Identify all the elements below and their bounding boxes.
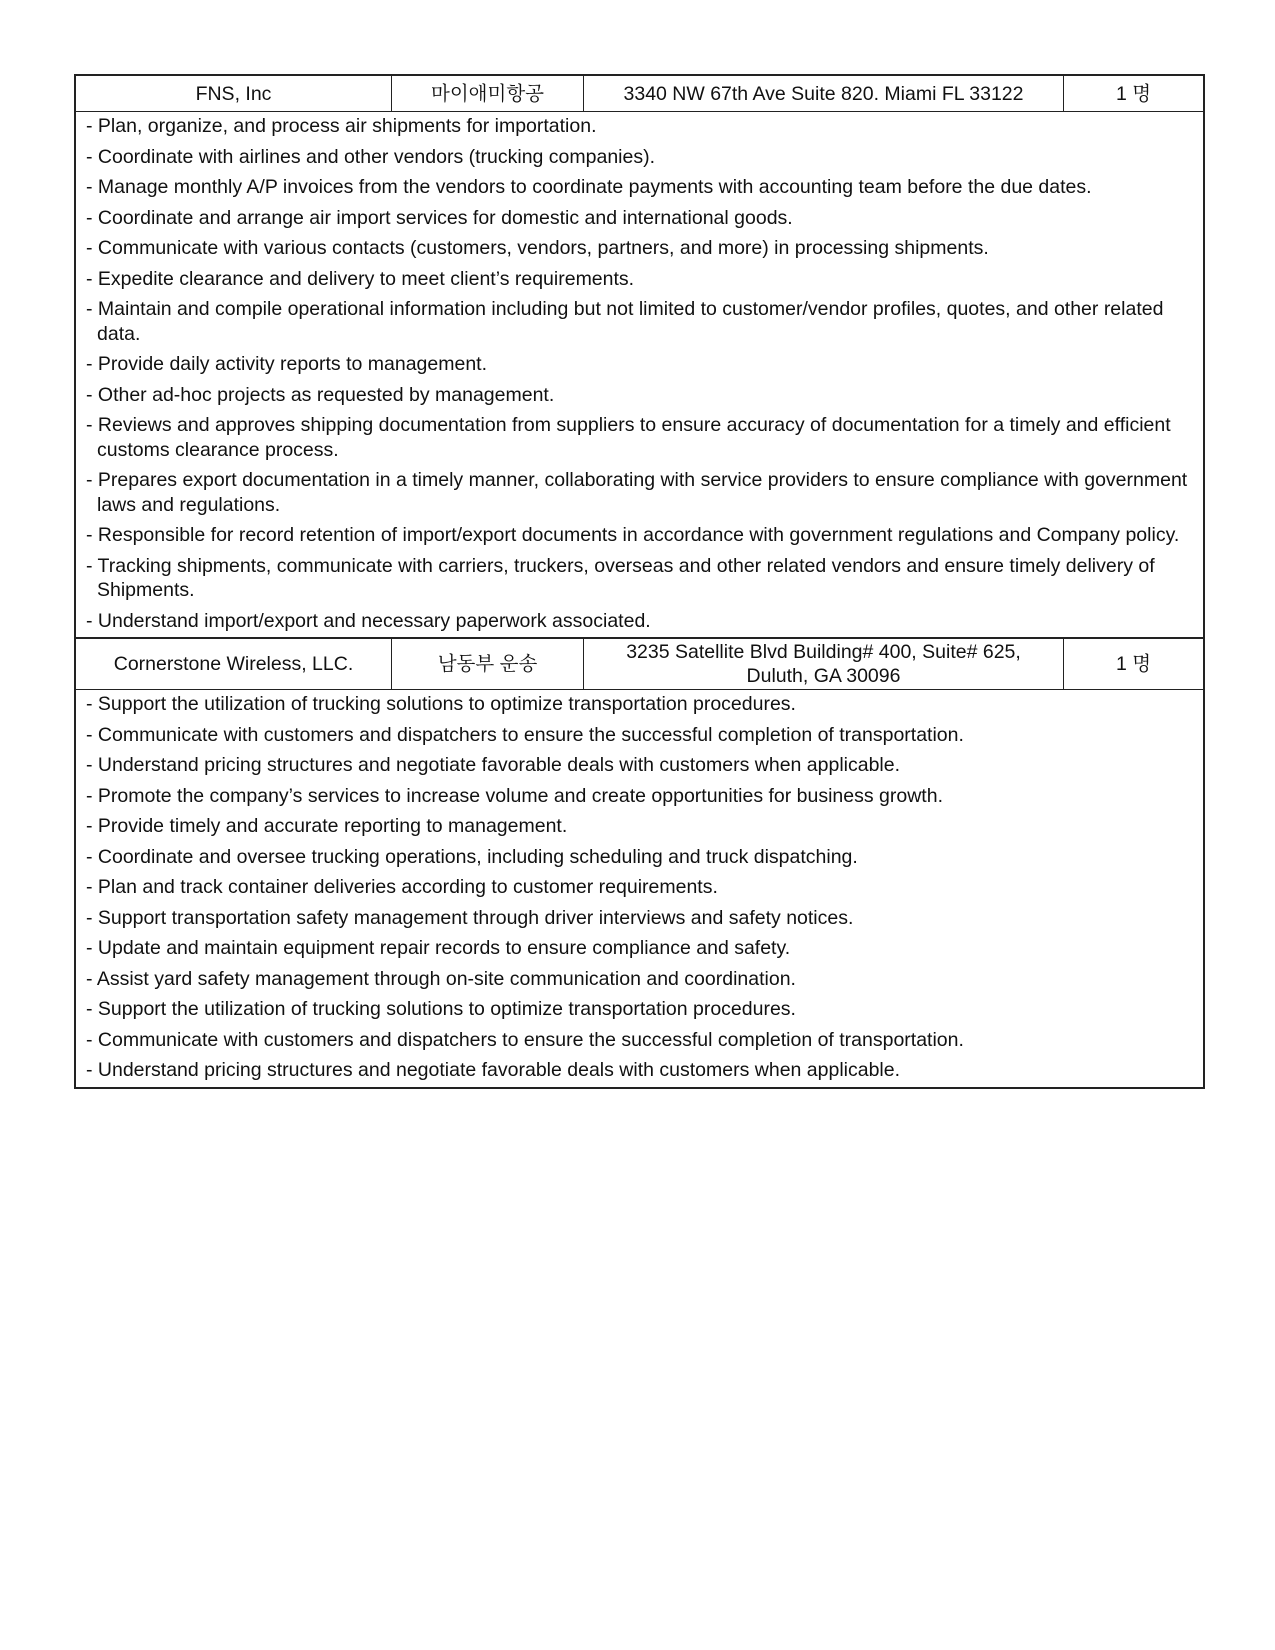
duty-item: - Support transportation safety management through driver interviews and safety notices.: [86, 906, 854, 929]
duty-item: - Coordinate and arrange air import services for domestic and international goods.: [86, 206, 793, 229]
duty-item: - Maintain and compile operational information including but not limited to customer/vendor profiles, quotes, and other related data.: [86, 298, 1164, 345]
duty-item: - Plan, organize, and process air shipments for importation.: [86, 115, 597, 137]
headcount-cell: 1 명: [1063, 76, 1203, 111]
duty-item: - Update and maintain equipment repair records to ensure compliance and safety.: [86, 937, 791, 959]
duty-item: - Communicate with various contacts (customers, vendors, partners, and more) in processing shipments.: [86, 237, 989, 259]
employer-table: [74, 74, 1205, 1089]
headcount-cell: 1 명: [1063, 639, 1203, 689]
address-line-2: Duluth, GA 30096: [746, 665, 901, 687]
duty-item: - Reviews and approves shipping documentation from suppliers to ensure accuracy of documentation for a timely and efficient customs clearance process.: [86, 414, 1171, 461]
company-name-cell: FNS, Inc: [195, 82, 272, 105]
duty-item: - Tracking shipments, communicate with carriers, truckers, overseas and other related vendors and ensure timely delivery of Shipments.: [86, 554, 1155, 601]
duty-item: - Provide daily activity reports to management.: [86, 353, 488, 375]
company-name-cell: Cornerstone Wireless, LLC.: [113, 653, 354, 675]
duty-item: - Coordinate and oversee trucking operations, including scheduling and truck dispatching.: [86, 845, 858, 868]
address-cell: [583, 639, 1063, 689]
employer-header-row: [76, 637, 1203, 690]
duty-item: - Understand pricing structures and negotiate favorable deals with customers when applicable.: [86, 754, 901, 776]
duty-item: - Promote the company’s services to increase volume and create opportunities for business growth.: [86, 784, 943, 807]
duty-item: - Communicate with customers and dispatchers to ensure the successful completion of transportation.: [86, 1028, 964, 1051]
employer-header-row: [76, 76, 1203, 112]
korean-name-cell: 마이애미항공: [391, 76, 583, 111]
duty-item: - Coordinate with airlines and other vendors (trucking companies).: [86, 145, 656, 168]
duty-item: - Plan and track container deliveries according to customer requirements.: [86, 876, 718, 898]
address-line-1: 3235 Satellite Blvd Building# 400, Suite# 625,: [626, 641, 1021, 663]
duty-item: - Support the utilization of trucking solutions to optimize transportation procedures.: [86, 693, 796, 715]
duty-item: - Communicate with customers and dispatchers to ensure the successful completion of transportation.: [86, 723, 964, 746]
duties-list: [76, 690, 1203, 1087]
korean-name-cell: 남동부 운송: [391, 639, 583, 689]
duty-item: - Assist yard safety management through on-site communication and coordination.: [86, 967, 796, 990]
duty-item: - Understand pricing structures and negotiate favorable deals with customers when applicable.: [86, 1059, 901, 1081]
duty-item: - Other ad-hoc projects as requested by management.: [86, 383, 555, 406]
duties-list: [76, 112, 1203, 637]
duty-item: - Provide timely and accurate reporting to management.: [86, 815, 568, 837]
address-cell: 3340 NW 67th Ave Suite 820. Miami FL 33122: [583, 76, 1063, 111]
duty-item: - Prepares export documentation in a timely manner, collaborating with service providers to ensure compliance with government laws and regulations.: [86, 469, 1188, 516]
duty-item: - Manage monthly A/P invoices from the vendors to coordinate payments with accounting team before the due dates.: [86, 176, 1092, 198]
duty-item: - Expedite clearance and delivery to meet client’s requirements.: [86, 267, 635, 290]
duty-item: - Understand import/export and necessary paperwork associated.: [86, 609, 651, 632]
duty-item: - Responsible for record retention of import/export documents in accordance with government regulations and Company policy.: [86, 524, 1180, 546]
duty-item: - Support the utilization of trucking solutions to optimize transportation procedures.: [86, 998, 796, 1020]
